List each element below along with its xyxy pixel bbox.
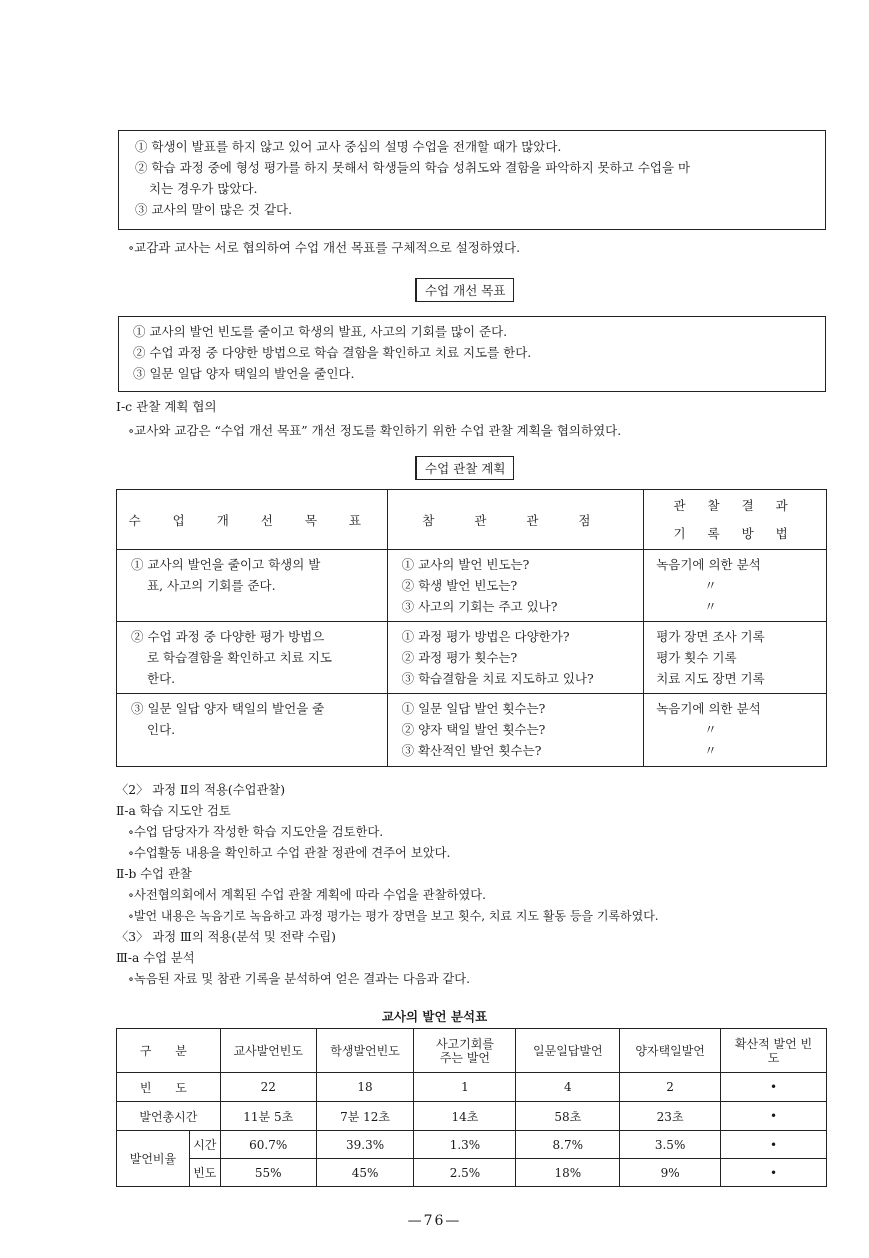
section-heading: 〈3〉 과정 Ⅲ의 적용(분석 및 전략 수립)	[116, 930, 336, 944]
header-category: 구 분	[117, 1029, 221, 1073]
header-goals: 수 업 개 선 목 표	[117, 490, 388, 550]
problem-box	[118, 130, 826, 230]
bullet-line: ∘녹음된 자료 및 참관 기록을 분석하여 얻은 결과는 다음과 같다.	[128, 972, 471, 986]
teacher-utterance-analysis-table	[116, 1028, 827, 1187]
header-divergent: 확산적 발언 빈도	[721, 1029, 827, 1073]
process-section	[116, 780, 659, 990]
table-row: 발언비율 시간 60.7% 39.3% 1.3% 8.7% 3.5% •	[117, 1131, 827, 1159]
table-row: ② 수업 과정 중 다양한 평가 방법으 로 학습결함을 확인하고 치료 지도 한다. ① 과정 평가 방법은 다양한가? ② 과정 평가 횟수는? ③ 학습결함을 치료 지도하고 있나? 평가 장면 조사 기록 평가 횟수 기록 치료 지도 장면 기록	[117, 622, 827, 694]
header-qa: 일문일답발언	[516, 1029, 620, 1073]
subsection-heading: Ⅲ-a 수업 분석	[116, 951, 195, 965]
bullet-line: ∘발언 내용은 녹음기로 녹음하고 과정 평가는 평가 장면을 보고 횟수, 치료 지도 활동 등을 기록하였다.	[128, 909, 659, 923]
paragraph-1: ∘교감과 교사는 서로 협의하여 수업 개선 목표를 구체적으로 설정하였다.	[128, 240, 521, 255]
header-thinking: 사고기회를 주는 발언	[414, 1029, 516, 1073]
heading-ic: Ⅰ-c 관찰 계획 협의	[116, 399, 217, 414]
section-title-observation-plan: 수업 관찰 계획	[416, 456, 514, 480]
header-points: 참 관 관 점	[387, 490, 644, 550]
section-title-improvement-goals: 수업 개선 목표	[416, 278, 514, 302]
table-row: 빈도 55% 45% 2.5% 18% 9% •	[117, 1159, 827, 1187]
goals-box	[118, 316, 826, 392]
section-heading: 〈2〉 과정 Ⅱ의 적용(수업관찰)	[116, 783, 286, 797]
paragraph-2: ∘교사와 교감은 “수업 개선 목표” 개선 정도를 확인하기 위한 수업 관찰 계획을 협의하였다.	[128, 423, 622, 438]
analysis-table-title: 교사의 발언 분석표	[381, 1009, 488, 1024]
table-row: 발언총시간 11분 5초 7분 12초 14초 58초 23초 •	[117, 1102, 827, 1131]
bullet-line: ∘사전협의회에서 계획된 수업 관찰 계획에 따라 수업을 관찰하였다.	[128, 888, 487, 902]
header-record-method: 관 찰 결 과 기 록 방 법	[644, 490, 827, 550]
page-number: —76—	[407, 1213, 462, 1229]
bullet-line: ∘수업활동 내용을 확인하고 수업 관찰 정관에 견주어 보았다.	[128, 846, 451, 860]
problem-line: ① 학생이 발표를 하지 않고 있어 교사 중심의 설명 수업을 전개할 때가 많았다.	[135, 139, 562, 154]
header-teacher-freq: 교사발언빈도	[220, 1029, 316, 1073]
subsection-heading: Ⅱ-a 학습 지도안 검토	[116, 804, 231, 818]
table-row: ① 교사의 발언을 줄이고 학생의 발 표, 사고의 기회를 준다. ① 교사의 발언 빈도는? ② 학생 발언 빈도는? ③ 사고의 기회는 주고 있나? 녹음기에 의한 분석 〃 〃	[117, 550, 827, 622]
header-student-freq: 학생발언빈도	[316, 1029, 414, 1073]
subsection-heading: Ⅱ-b 수업 관찰	[116, 867, 192, 881]
header-choice: 양자택일발언	[620, 1029, 721, 1073]
bullet-line: ∘수업 담당자가 작성한 학습 지도안을 검토한다.	[128, 825, 384, 839]
observation-plan-table	[116, 489, 827, 767]
problem-line: ② 학습 과정 중에 형성 평가를 하지 못해서 학생들의 학습 성취도와 결함을 파악하지 못하고 수업을 마	[135, 160, 691, 175]
problem-line: 치는 경우가 많았다.	[149, 181, 258, 196]
goal-line: ③ 일문 일답 양자 택일의 발언을 줄인다.	[133, 366, 355, 381]
problem-line: ③ 교사의 말이 많은 것 같다.	[135, 202, 293, 217]
goal-line: ② 수업 과정 중 다양한 방법으로 학습 결함을 확인하고 치료 지도를 한다.	[133, 345, 532, 360]
table-row: 빈 도 22 18 1 4 2 •	[117, 1073, 827, 1102]
table-row: ③ 일문 일답 양자 택일의 발언을 줄 인다. ① 일문 일답 발언 횟수는? ② 양자 택일 발언 횟수는? ③ 확산적인 발언 횟수는? 녹음기에 의한 분석 〃 〃	[117, 694, 827, 767]
goal-line: ① 교사의 발언 빈도를 줄이고 학생의 발표, 사고의 기회를 많이 준다.	[133, 324, 508, 339]
